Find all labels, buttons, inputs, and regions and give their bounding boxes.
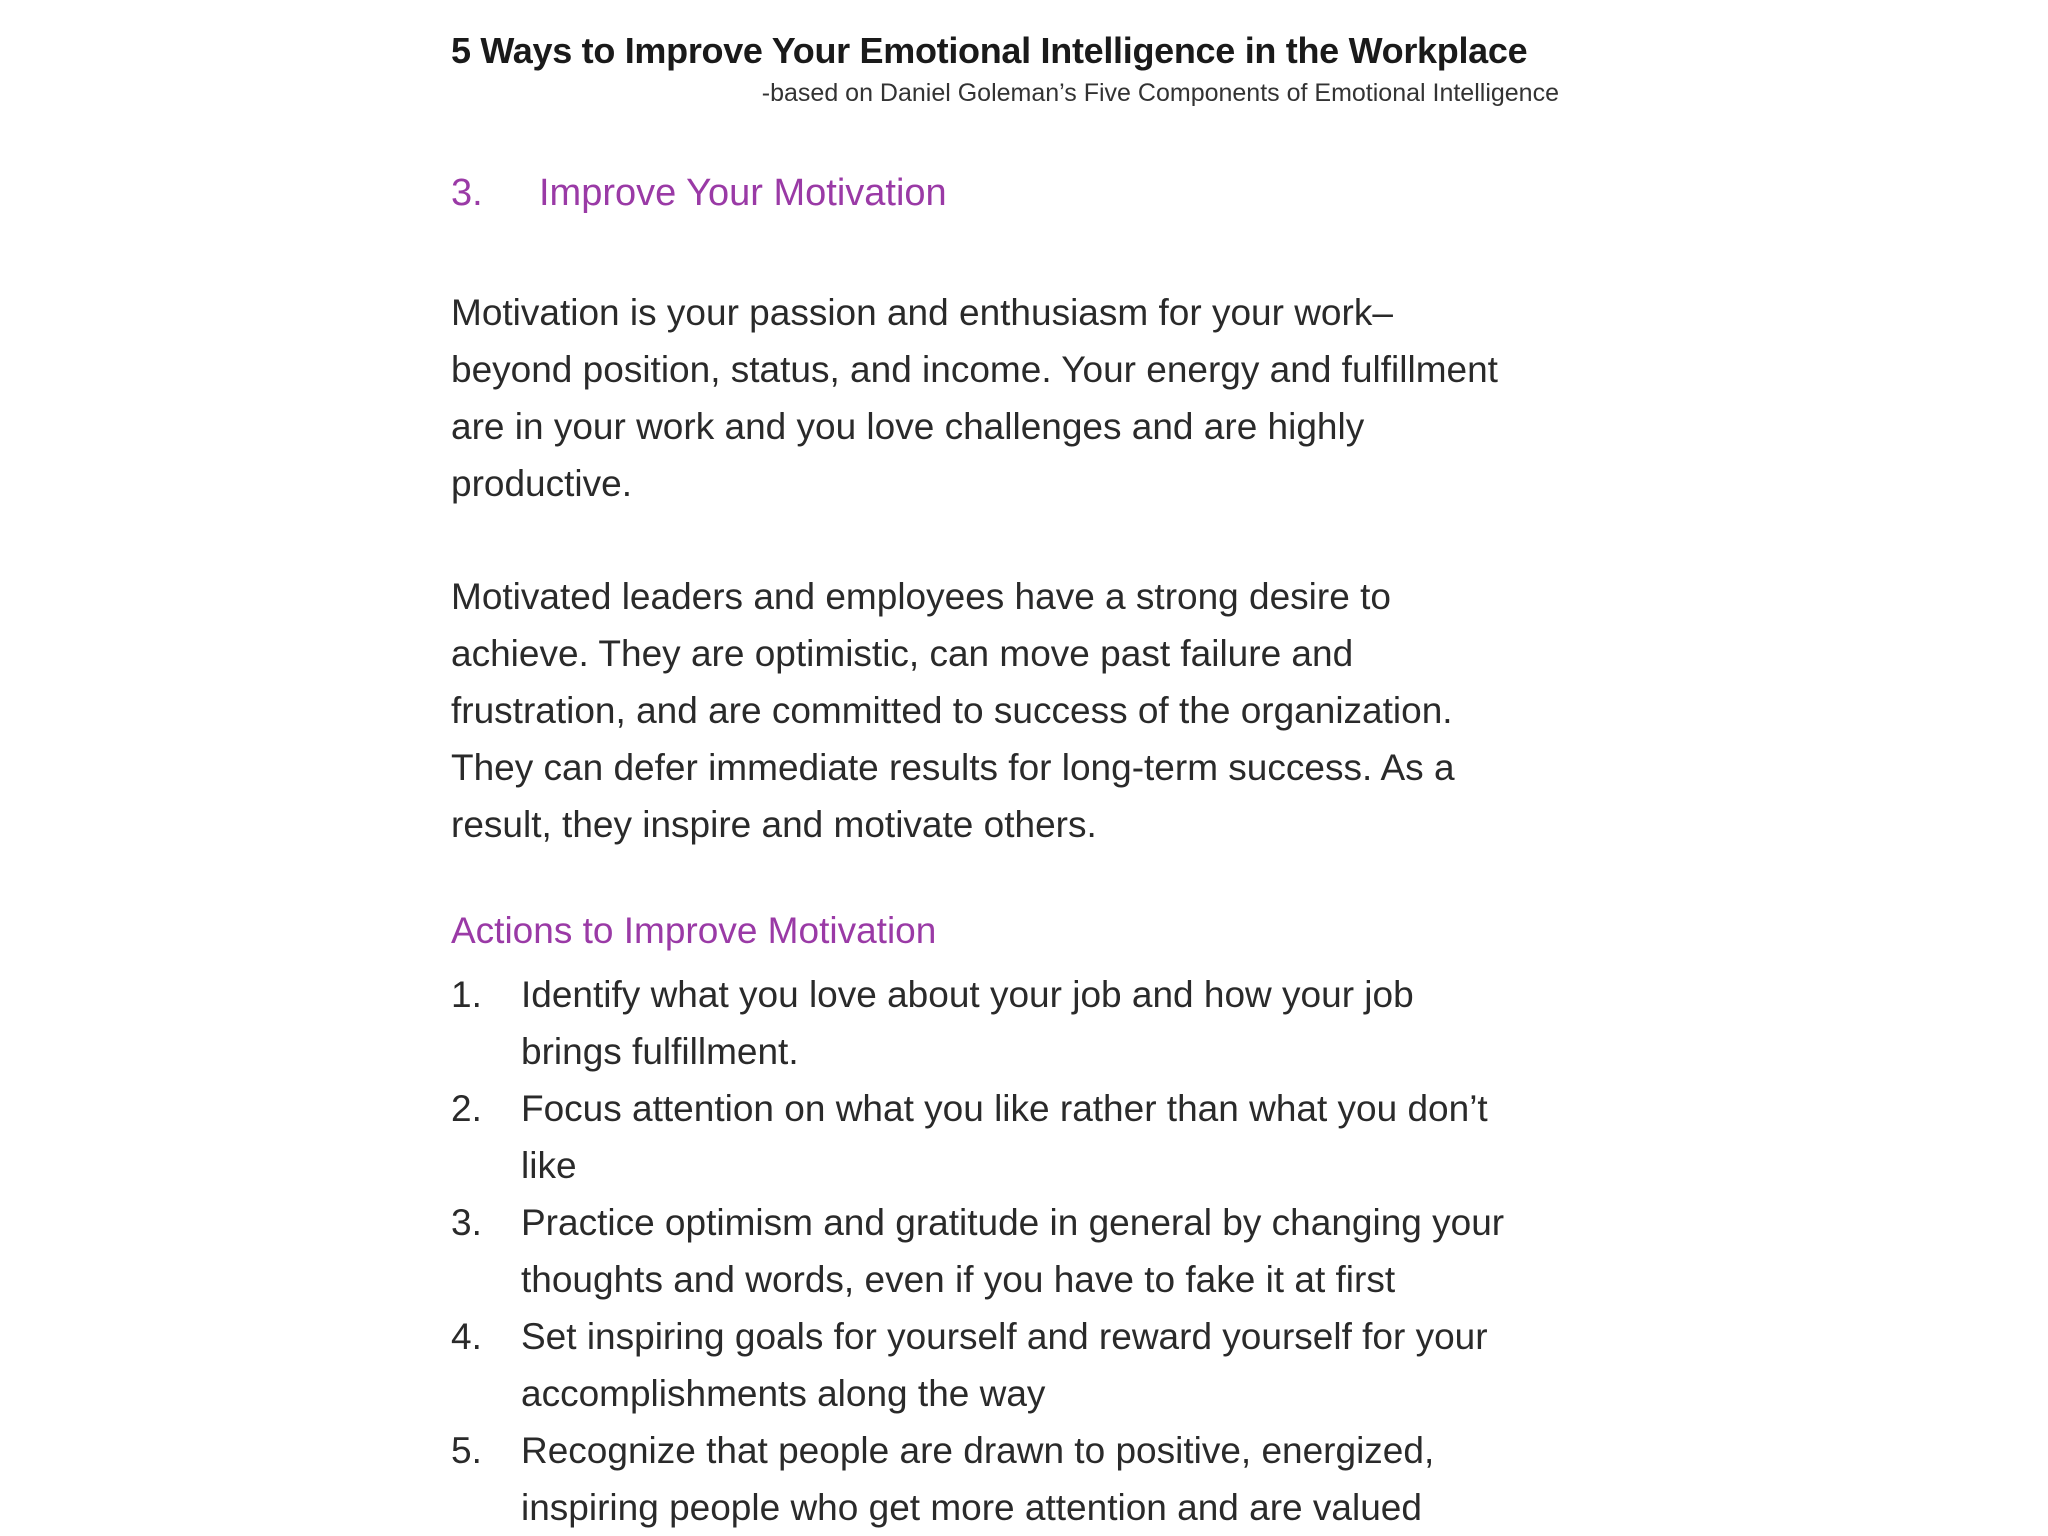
document-subtitle: -based on Daniel Goleman’s Five Components of Emotional Intelligence <box>761 79 1559 107</box>
paragraph-line: Motivated leaders and employees have a strong desire to <box>451 576 1391 617</box>
action-item-5 <box>451 1422 1621 1536</box>
paragraph-line: beyond position, status, and income. Your energy and fulfillment <box>451 349 1498 390</box>
paragraph-line: productive. <box>451 463 632 504</box>
action-number: 3. <box>451 1202 482 1243</box>
actions-list <box>451 966 1621 1536</box>
document-title: 5 Ways to Improve Your Emotional Intelligence in the Workplace <box>451 30 1528 71</box>
action-line: Set inspiring goals for yourself and reward yourself for your <box>521 1316 1488 1357</box>
action-line: Identify what you love about your job and how your job <box>521 974 1414 1015</box>
action-number: 5. <box>451 1430 482 1471</box>
action-number: 1. <box>451 974 482 1015</box>
action-line: Practice optimism and gratitude in general by changing your <box>521 1202 1505 1243</box>
paragraph-motivated-leaders <box>451 568 1621 853</box>
action-line: Recognize that people are drawn to positive, energized, <box>521 1430 1435 1471</box>
action-line: inspiring people who get more attention and are valued <box>521 1487 1422 1528</box>
actions-heading: Actions to Improve Motivation <box>451 910 937 951</box>
paragraph-line: They can defer immediate results for long-term success. As a <box>451 747 1455 788</box>
section-heading <box>451 172 947 215</box>
action-line: like <box>521 1145 577 1186</box>
paragraph-line: achieve. They are optimistic, can move past failure and <box>451 633 1354 674</box>
action-number: 2. <box>451 1088 482 1129</box>
paragraph-line: Motivation is your passion and enthusiasm for your work– <box>451 292 1393 333</box>
action-item-1 <box>451 966 1621 1080</box>
section-heading-text: Improve Your Motivation <box>539 172 947 214</box>
paragraph-line: frustration, and are committed to success of the organization. <box>451 690 1453 731</box>
paragraph-motivation-definition <box>451 284 1621 512</box>
action-line: brings fulfillment. <box>521 1031 799 1072</box>
paragraph-line: result, they inspire and motivate others. <box>451 804 1097 845</box>
action-number: 4. <box>451 1316 482 1357</box>
action-line: thoughts and words, even if you have to fake it at first <box>521 1259 1396 1300</box>
action-item-4 <box>451 1308 1621 1422</box>
section-number: 3. <box>451 172 483 214</box>
action-line: Focus attention on what you like rather than what you don’t <box>521 1088 1488 1129</box>
paragraph-line: are in your work and you love challenges and are highly <box>451 406 1365 447</box>
action-item-2 <box>451 1080 1621 1194</box>
action-line: accomplishments along the way <box>521 1373 1046 1414</box>
action-item-3 <box>451 1194 1621 1308</box>
